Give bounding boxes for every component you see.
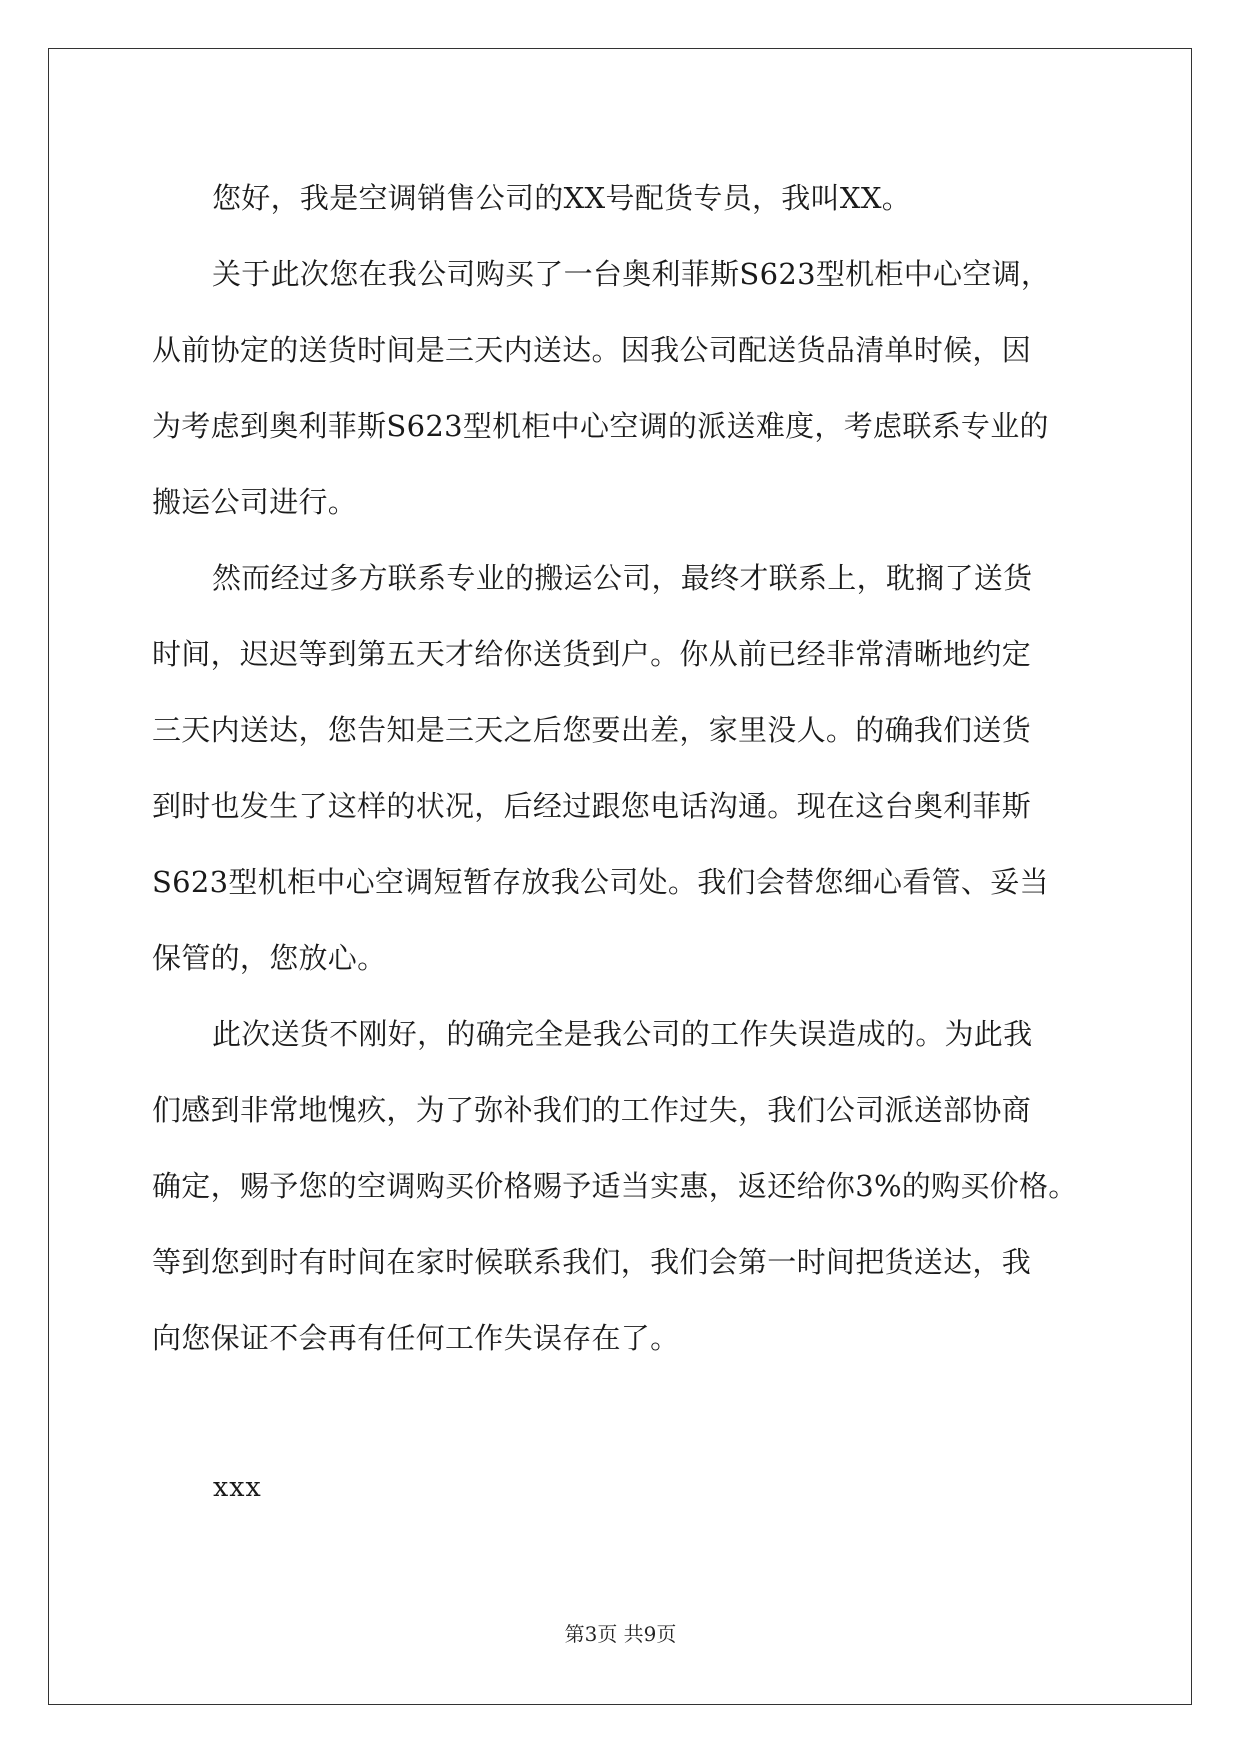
paragraph-2-line-4: 搬运公司进行。 [152,485,358,519]
paragraph-3-line-4: 到时也发生了这样的状况，后经过跟您电话沟通。现在这台奥利菲斯 [152,789,1032,823]
paragraph-2-line-1: 关于此次您在我公司购买了一台奥利菲斯S623型机柜中心空调， [212,257,1051,291]
letter-body [152,160,1092,1376]
paragraph-2-line-3: 为考虑到奥利菲斯S623型机柜中心空调的派送难度，考虑联系专业的 [152,409,1049,443]
paragraph-4-line-5: 向您保证不会再有任何工作失误存在了。 [152,1321,680,1355]
paragraph-4-line-1: 此次送货不刚好，的确完全是我公司的工作失误造成的。为此我 [212,1017,1033,1051]
paragraph-3-line-1: 然而经过多方联系专业的搬运公司，最终才联系上，耽搁了送货 [212,561,1033,595]
signature: xxx [213,1472,262,1503]
page-number-footer: 第3页 共9页 [564,1622,677,1646]
paragraph-greeting-line: 您好，我是空调销售公司的XX号配货专员，我叫XX。 [212,181,912,215]
paragraph-3-line-5: S623型机柜中心空调短暂存放我公司处。我们会替您细心看管、妥当 [152,865,1049,899]
paragraph-3-line-2: 时间，迟迟等到第五天才给你送货到户。你从前已经非常清晰地约定 [152,637,1032,671]
paragraph-2-line-2: 从前协定的送货时间是三天内送达。因我公司配送货品清单时候，因 [152,333,1032,367]
paragraph-3-line-6: 保管的，您放心。 [152,941,387,975]
paragraph-4-line-3: 确定，赐予您的空调购买价格赐予适当实惠，返还给你3%的购买价格。 [152,1169,1078,1203]
paragraph-4-line-2: 们感到非常地愧疚，为了弥补我们的工作过失，我们公司派送部协商 [152,1093,1032,1127]
paragraph-3-line-3: 三天内送达，您告知是三天之后您要出差，家里没人。的确我们送货 [152,713,1032,747]
paragraph-4-line-4: 等到您到时有时间在家时候联系我们，我们会第一时间把货送达，我 [152,1245,1032,1279]
